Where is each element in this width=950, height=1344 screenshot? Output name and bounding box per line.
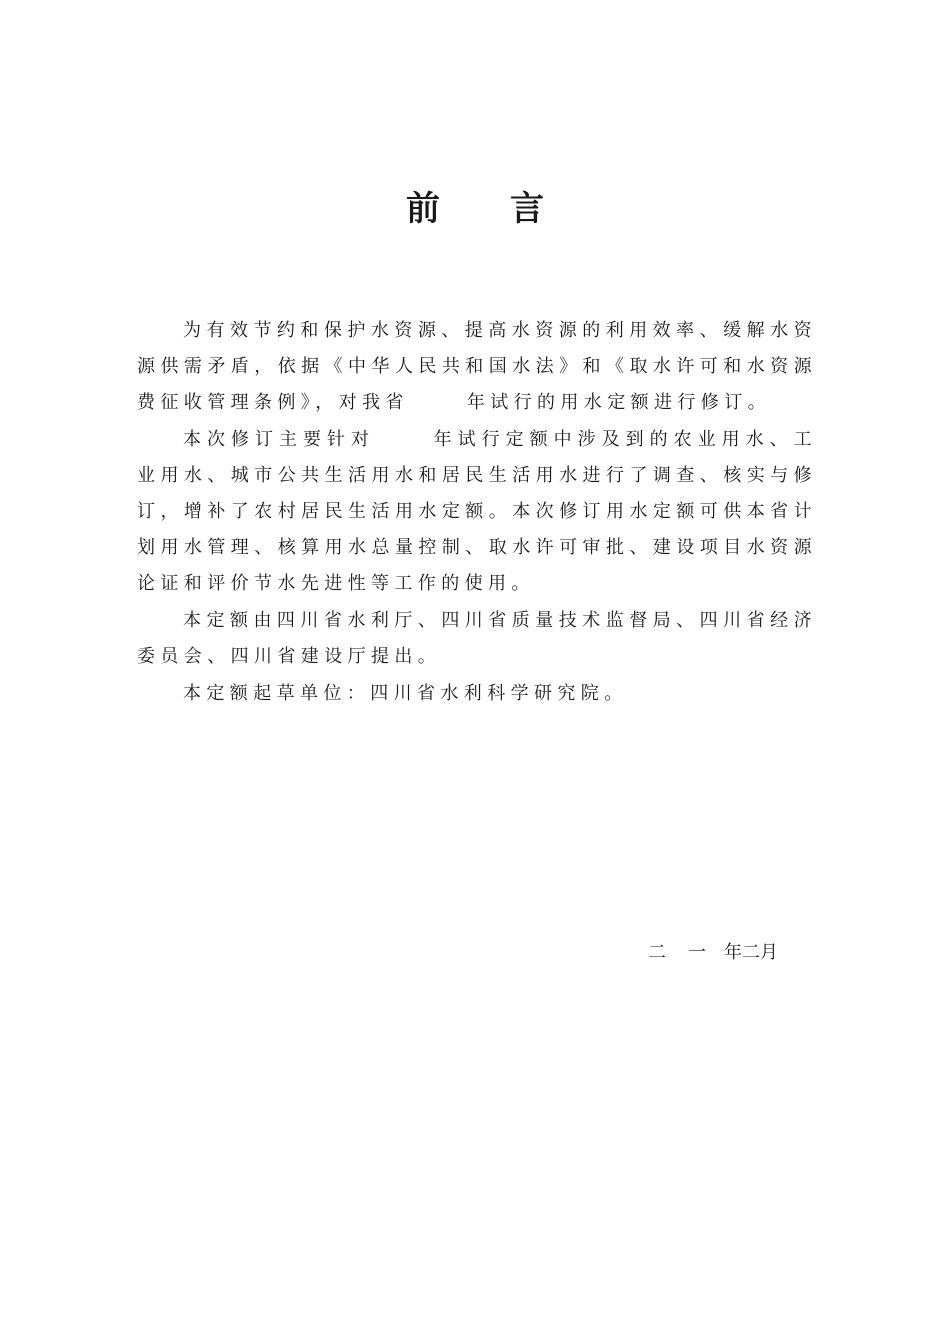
paragraph-4: 本定额起草单位：四川省水利科学研究院。 (183, 683, 628, 704)
paragraph-1-text-b: 年试行的用水定额进行修订。 (466, 392, 772, 413)
paragraph-2-text-a: 本次修订主要针对 (183, 429, 375, 450)
paragraph-2 (137, 422, 817, 602)
paragraph-1 (137, 313, 817, 421)
document-date (648, 938, 778, 968)
paragraph-2-text-b: 年试行定额中涉及到的农业用水、工业用水、城市公共生活用水和居民生活用水进行了调查、核实与修订，增补了农村居民生活用水定额。本次修订用水定额可供本省计划用水管理、核算用水总量控制、取水许可审批、建设项目水资源论证和评价节水先进性等工作的使用。 (137, 429, 817, 594)
paragraph-3: 本定额由四川省水利厅、四川省质量技术监督局、四川省经济委员会、四川省建设厅提出。 (137, 610, 817, 667)
page-title (0, 186, 950, 232)
date-part-3: 年二月 (724, 942, 778, 963)
preface-body (137, 313, 817, 713)
date-part-2: 一 (688, 942, 706, 963)
paragraph-1-text-a: 为有效节约和保护水资源、提高水资源的利用效率、缓解水资源供需矛盾，依据《中华人民共和国水法》和《取水许可和水资源费征收管理条例》，对我省 (137, 320, 817, 413)
title-char-1: 前 (406, 189, 440, 229)
title-char-2: 言 (510, 189, 544, 229)
date-part-1: 二 (648, 942, 666, 963)
